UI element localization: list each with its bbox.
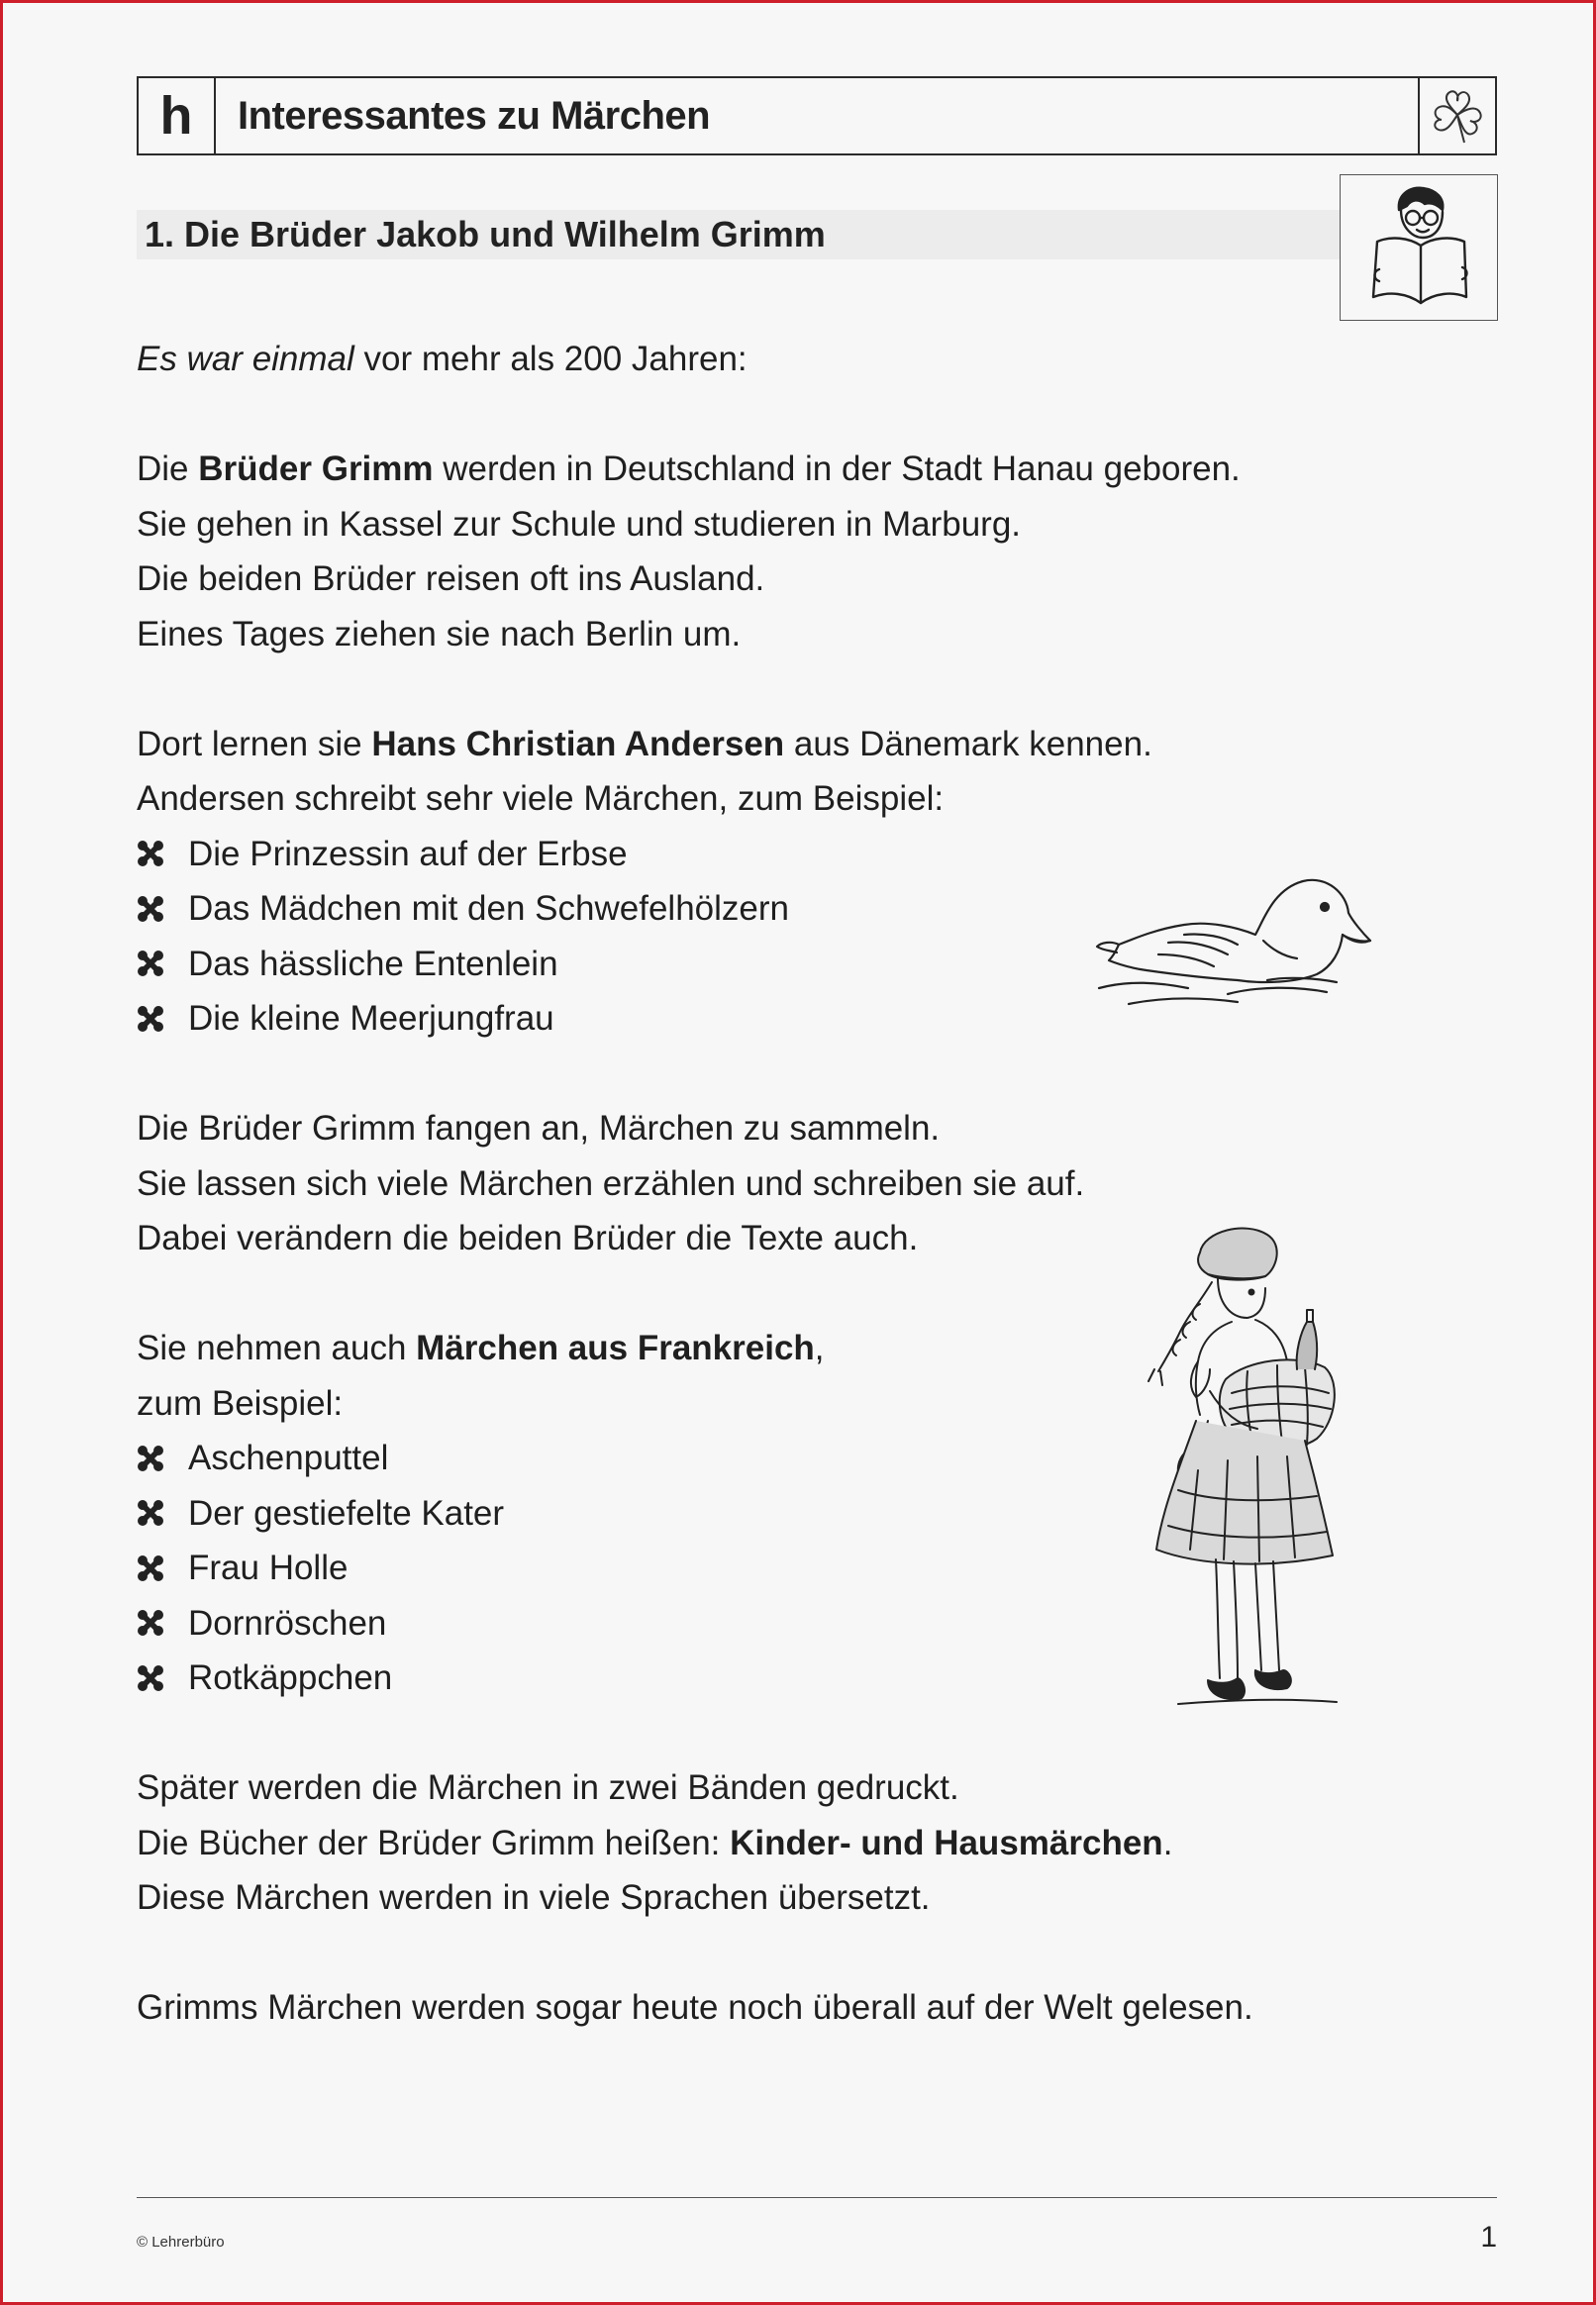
reading-child-icon	[1340, 174, 1498, 321]
paragraph-line: Grimms Märchen werden sogar heute noch überall auf der Welt gelesen.	[137, 1988, 1253, 2027]
paragraph-line: Die Bücher der Brüder Grimm heißen: Kinder- und Hausmärchen.	[137, 1823, 1173, 1862]
paragraph-line: Eines Tages ziehen sie nach Berlin um.	[137, 614, 742, 653]
paragraph-line: Sie lassen sich viele Märchen erzählen und schreiben sie auf.	[137, 1163, 1085, 1203]
list-item: Das hässliche Entenlein	[137, 937, 1463, 992]
footer-divider	[137, 2197, 1497, 2198]
page-number: 1	[1480, 2221, 1497, 2254]
clover-icon	[1418, 78, 1495, 153]
cross-bullet-icon	[137, 1499, 188, 1527]
paragraph-line: Die Brüder Grimm fangen an, Märchen zu sammeln.	[137, 1109, 941, 1148]
paragraph-line: Die Brüder Grimm werden in Deutschland in der Stadt Hanau geboren.	[137, 450, 1241, 488]
paragraph-line: Sie gehen in Kassel zur Schule und studieren in Marburg.	[137, 504, 1022, 544]
cross-bullet-icon	[137, 1445, 188, 1472]
cross-bullet-icon	[137, 1609, 188, 1637]
duckling-illustration	[1089, 871, 1376, 1015]
paragraph-line: Später werden die Märchen in zwei Bänden gedruckt.	[137, 1768, 959, 1807]
list-item: Die Prinzessin auf der Erbse	[137, 827, 1463, 882]
list-item: Aschenputtel	[137, 1431, 1463, 1486]
paragraph-line: Sie nehmen auch Märchen aus Frankreich,	[137, 1329, 825, 1367]
list-item: Dornröschen	[137, 1596, 1463, 1652]
paragraph-line: Diese Märchen werden in viele Sprachen übersetzt.	[137, 1878, 931, 1917]
list-item: Der gestiefelte Kater	[137, 1486, 1463, 1542]
cross-bullet-icon	[137, 950, 188, 977]
cross-bullet-icon	[137, 1664, 188, 1692]
list-item: Das Mädchen mit den Schwefelhölzern	[137, 881, 1463, 937]
list-item: Die kleine Meerjungfrau	[137, 991, 1463, 1047]
paragraph-line: Dabei verändern die beiden Brüder die Texte auch.	[137, 1219, 919, 1257]
cross-bullet-icon	[137, 840, 188, 867]
page-title: Interessantes zu Märchen	[238, 93, 711, 138]
cross-bullet-icon	[137, 1005, 188, 1033]
list-item: Rotkäppchen	[137, 1651, 1463, 1706]
section-heading: 1. Die Brüder Jakob und Wilhelm Grimm	[137, 210, 1340, 259]
girl-with-basket-illustration	[1139, 1223, 1376, 1762]
paragraph-line: Andersen schreibt sehr viele Märchen, zum Beispiel:	[137, 779, 945, 818]
paragraph-line: Dort lernen sie Hans Christian Andersen aus Dänemark kennen.	[137, 724, 1152, 763]
copyright-notice: © Lehrerbüro	[137, 2234, 225, 2251]
paragraph-line: Die beiden Brüder reisen oft ins Ausland.	[137, 559, 765, 598]
worksheet-header	[137, 76, 1497, 155]
cross-bullet-icon	[137, 1554, 188, 1582]
article-body	[137, 332, 1463, 2036]
cross-bullet-icon	[137, 895, 188, 923]
intro-line: Es war einmal vor mehr als 200 Jahren:	[137, 340, 748, 378]
paragraph-line: zum Beispiel:	[137, 1383, 344, 1423]
section-letter: h	[139, 78, 216, 153]
list-item: Frau Holle	[137, 1541, 1463, 1596]
